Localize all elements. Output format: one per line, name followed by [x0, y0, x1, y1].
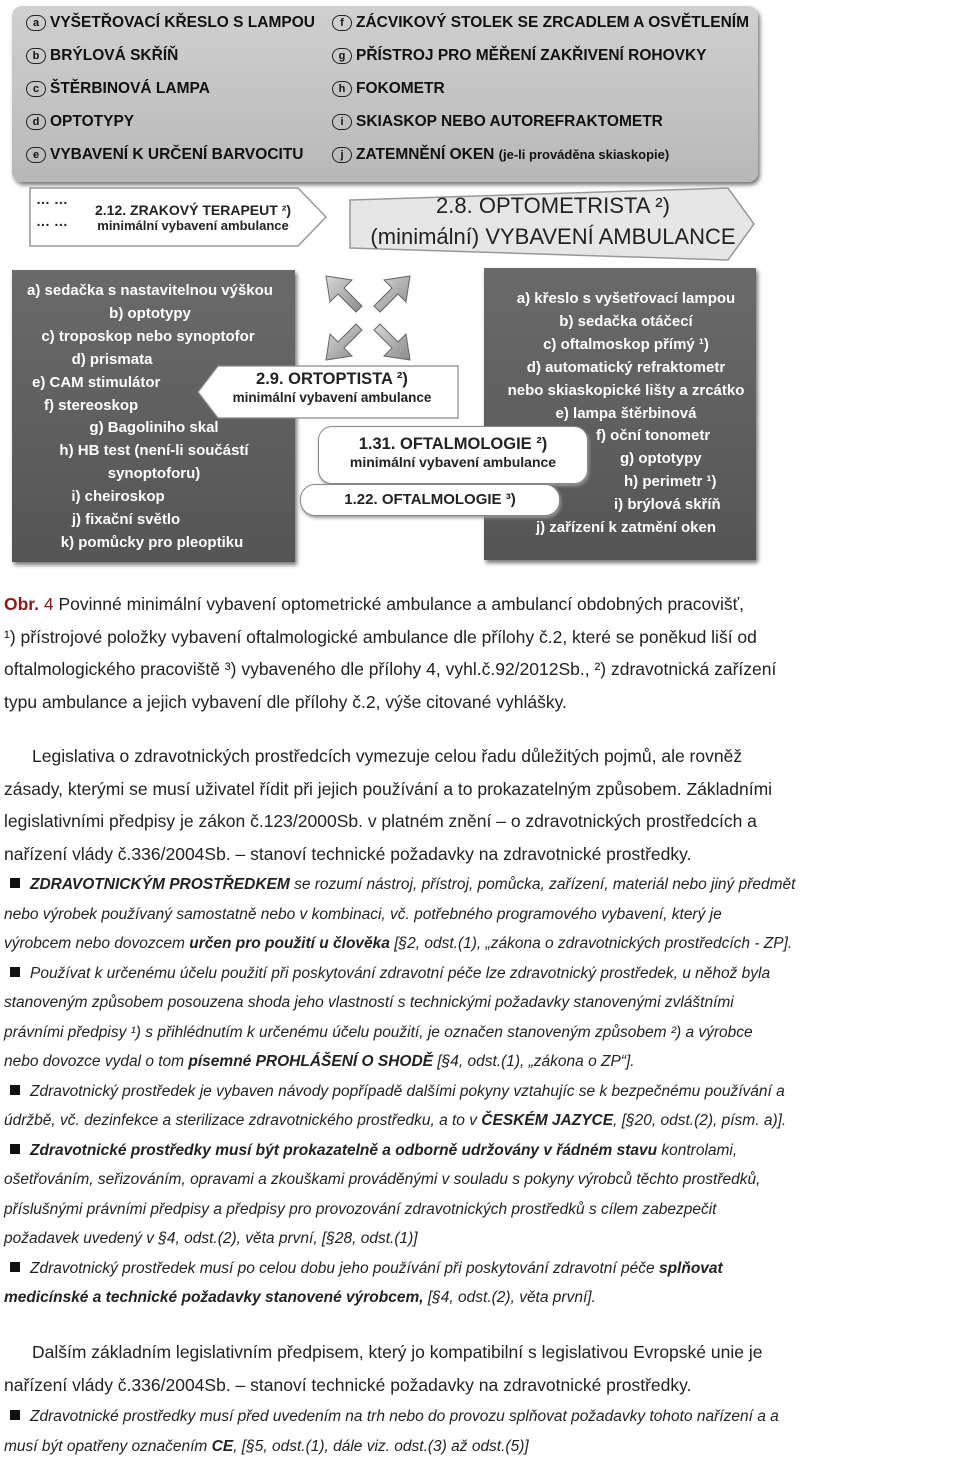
bullet-square-icon	[10, 1085, 20, 1095]
orthoptist-item: f) stereoskop	[44, 396, 139, 414]
bullet-square-icon	[10, 878, 20, 888]
eu-legislation-paragraph: Dalším základním legislativním předpisem, který jo kompatibilní s legislativou Evropské unie je nařízení vlády č.336/2004Sb. – stanoví technické požadavky na zdravotnické prostředky.	[4, 1342, 763, 1395]
item-letter-badge: c	[26, 81, 46, 97]
ophthalmology-122-label	[300, 484, 560, 516]
item-letter-badge: g	[332, 48, 352, 64]
ophthalmology-item: i) brýlová skříň	[614, 496, 721, 514]
ophthalmology-item: g) optotypy	[620, 450, 702, 468]
top-item-d: d OPTOTYPY	[26, 113, 134, 131]
optometrist-title: 2.8. OPTOMETRISTA ²)	[436, 193, 670, 218]
orthoptist-item: k) pomůcky pro pleoptiku	[60, 533, 244, 551]
ophthalmology-231-subtitle: minimální vybavení ambulance	[349, 454, 557, 470]
ophthalmology-231-label	[318, 426, 588, 484]
orthoptist-item: e) CAM stimulátor	[32, 373, 161, 391]
orthoptist-title: 2.9. ORTOPTISTA ²)	[256, 370, 408, 388]
top-item-c: c ŠTĚRBINOVÁ LAMPA	[26, 80, 210, 98]
ophthalmology-item: f) oční tonometr	[596, 427, 711, 445]
item-letter-badge: e	[26, 147, 46, 163]
therapist-label	[88, 202, 298, 233]
top-item-g: g PŘÍSTROJ PRO MĚŘENÍ ZAKŘIVENÍ ROHOVKY	[332, 47, 707, 65]
item-letter-badge: j	[332, 147, 352, 163]
therapist-dots: … … … …	[36, 191, 68, 229]
bullet-1: ZDRAVOTNICKÝM PROSTŘEDKEM se rozumí nástroj, přístroj, pomůcka, zařízení, materiál nebo jiný předmět	[4, 870, 956, 900]
orthoptist-label	[212, 370, 452, 405]
optometrist-label	[358, 190, 748, 252]
top-item-e: e VYBAVENÍ K URČENÍ BARVOCITU	[26, 146, 303, 164]
orthoptist-item: synoptoforu)	[107, 465, 201, 483]
legislation-paragraph: Legislativa o zdravotnických prostředcích vymezuje celou řadu důležitých pojmů, ale rovněž zásady, kterými se musí uživatel řídit při jejich používání a to prokazatelným způsobem. Základními legislativními předpisy je zákon č.123/2000Sb. v platném znění – o zdravotnických prostředcích a nařízení vlády č.336/2004Sb. – stanoví technické požadavky na zdravotnické prostředky.	[4, 746, 773, 864]
optometrist-subtitle: (minimální) VYBAVENÍ AMBULANCE	[370, 224, 736, 249]
orthoptist-item: h) HB test (není-li součástí	[59, 442, 249, 460]
bullet-square-icon	[10, 1144, 20, 1154]
figure-caption: Obr. 4 Povinné minimální vybavení optometrické ambulance a ambulancí obdobných pracovišť, ¹) přístrojové položky vybavení oftalmologické ambulance dle přílohy č.2, které se poněkud liší od oftalmologického pracoviště ³) vybaveného dle přílohy 4, vyhl.č.92/2012Sb., ²) zdravotnická zařízení typu ambulance a jejich vybavení dle přílohy č.2, výše citované vyhlášky.	[4, 594, 777, 712]
item-letter-badge: a	[26, 15, 46, 31]
item-letter-badge: h	[332, 81, 352, 97]
bullet-square-icon	[10, 1262, 20, 1272]
item-letter-badge: b	[26, 48, 46, 64]
bullet-ce-marking: Zdravotnické prostředky musí před uvedením na trh nebo do provozu splňovat požadavky tohoto nařízení a a musí být opatřeny označením CE, [§5, odst.(1), dále viz. odst.(3) až odst.(5)]	[4, 1408, 779, 1455]
bullet-4: Zdravotnické prostředky musí být prokazatelně a odborně udržovány v řádném stavu kontrolami,	[4, 1136, 956, 1166]
orthoptist-item: d) prismata	[71, 350, 153, 368]
four-way-arrow-icon	[322, 272, 414, 364]
bullet-square-icon	[10, 1410, 20, 1420]
orthoptist-item: i) cheiroskop	[71, 488, 165, 506]
ophthalmology-item: a) křeslo s vyšetřovací lampou	[516, 290, 736, 307]
ophthalmology-item: c) oftalmoskop přímý ¹)	[543, 335, 709, 353]
ophthalmology-item: b) sedačka otáčecí	[559, 312, 693, 330]
orthoptist-item: b) optotypy	[109, 304, 191, 322]
item-letter-badge: f	[332, 15, 352, 31]
ophthalmology-item: j) zařízení k zatmění oken	[535, 519, 717, 536]
ophthalmology-item: e) lampa štěrbinová	[555, 404, 697, 422]
bullet-5: Zdravotnický prostředek musí po celou dobu jeho používání při poskytování zdravotní péče splňovat	[4, 1254, 956, 1284]
top-item-i: i SKIASKOP NEBO AUTOREFRAKTOMETR	[332, 113, 663, 131]
orthoptist-item: a) sedačka s nastavitelnou výškou	[27, 282, 273, 299]
top-item-j: j ZATEMNĚNÍ OKEN (je-li prováděna skiaskopie)	[332, 146, 669, 164]
ophthalmology-231-title: 1.31. OFTALMOLOGIE ²)	[358, 435, 548, 453]
ophthalmology-item: d) automatický refraktometr	[526, 358, 726, 376]
top-item-a: a VYŠETŘOVACÍ KŘESLO S LAMPOU	[26, 14, 315, 32]
ophthalmology-item: nebo skiaskopické lišty a zrcátko	[507, 381, 745, 399]
ophthalmology-122-title: 1.22. OFTALMOLOGIE ³)	[344, 491, 516, 508]
orthoptist-item: g) Bagoliniho skal	[89, 419, 219, 437]
top-item-f: f ZÁCVIKOVÝ STOLEK SE ZRCADLEM A OSVĚTLENÍM	[332, 14, 749, 32]
item-letter-badge: i	[332, 114, 352, 130]
top-item-b: b BRÝLOVÁ SKŘÍŇ	[26, 47, 178, 65]
bullet-2: Používat k určenému účelu použití při poskytování zdravotní péče lze zdravotnický prostředek, u něhož byla	[4, 959, 956, 989]
item-letter-badge: d	[26, 114, 46, 130]
caption-label: Obr.	[4, 594, 40, 614]
caption-number: 4	[43, 594, 54, 614]
orthoptist-item: j) fixační světlo	[71, 511, 181, 528]
therapist-subtitle: minimální vybavení ambulance	[97, 218, 289, 233]
bullet-square-icon	[10, 967, 20, 977]
bullet-3: Zdravotnický prostředek je vybaven návody popřípadě dalšími pokyny vztahujíc se k bezpečnému používání a	[4, 1077, 956, 1107]
top-item-h: h FOKOMETR	[332, 80, 445, 98]
bullet-list: ZDRAVOTNICKÝM PROSTŘEDKEM se rozumí nástroj, přístroj, pomůcka, zařízení, materiál nebo jiný předmět nebo výrobek používaný samostatně nebo v kombinaci, vč. potřebného programového vybavení, který je výrobcem nebo dovozcem určen pro použití u člověka [§2, odst.(1), „zákona o zdravotnických prostředcích - ZP]. Používat k určenému účelu použití při poskytování zdravotní péče lze zdravotnický prostředek, u něhož byla stanoveným způsobem posouzena shoda jeho vlastností s technickými požadavky stanovenými zvláštními právními předpisy ¹) s přihlédnutím k určenému účelu použití, je označen stanoveným způsobem ²) a výrobce nebo dovozce vydal o tom písemné PROHLÁŠENÍ O SHODĚ [§4, odst.(1), „zákona o ZP“]. Zdravotnický prostředek je vybaven návody popřípadě dalšími pokyny vztahujíc se k bezpečnému používání a údržbě, vč. dezinfekce a sterilizace zdravotnického prostředku, a to v ČESKÉM JAZYCE, [§20, odst.(2), písm. a)]. Zdravotnické prostředky musí být prokazatelně a odborně udržovány v řádném stavu kontrolami, ošetřováním, seřizováním, opravami a zkouškami prováděnými v souladu s pokyny výrobců těchto prostředků, příslušnými právními předpisy a předpisy pro provozování zdravotnických prostředků s cílem zabezpečit požadavek uvedený v §4, odst.(2), věta první, [§28, odst.(1)] Zdravotnický prostředek musí po celou dobu jeho používání při poskytování zdravotní péče splňovat medicínské a technické požadavky stanovené výrobcem, [§4, odst.(2), věta první].	[4, 870, 956, 1313]
orthoptist-subtitle: minimální vybavení ambulance	[232, 390, 432, 405]
ophthalmology-item: h) perimetr ¹)	[624, 473, 717, 491]
therapist-title: 2.12. ZRAKOVÝ TERAPEUT ²)	[94, 202, 292, 218]
orthoptist-item: c) troposkop nebo synoptofor	[41, 327, 255, 345]
